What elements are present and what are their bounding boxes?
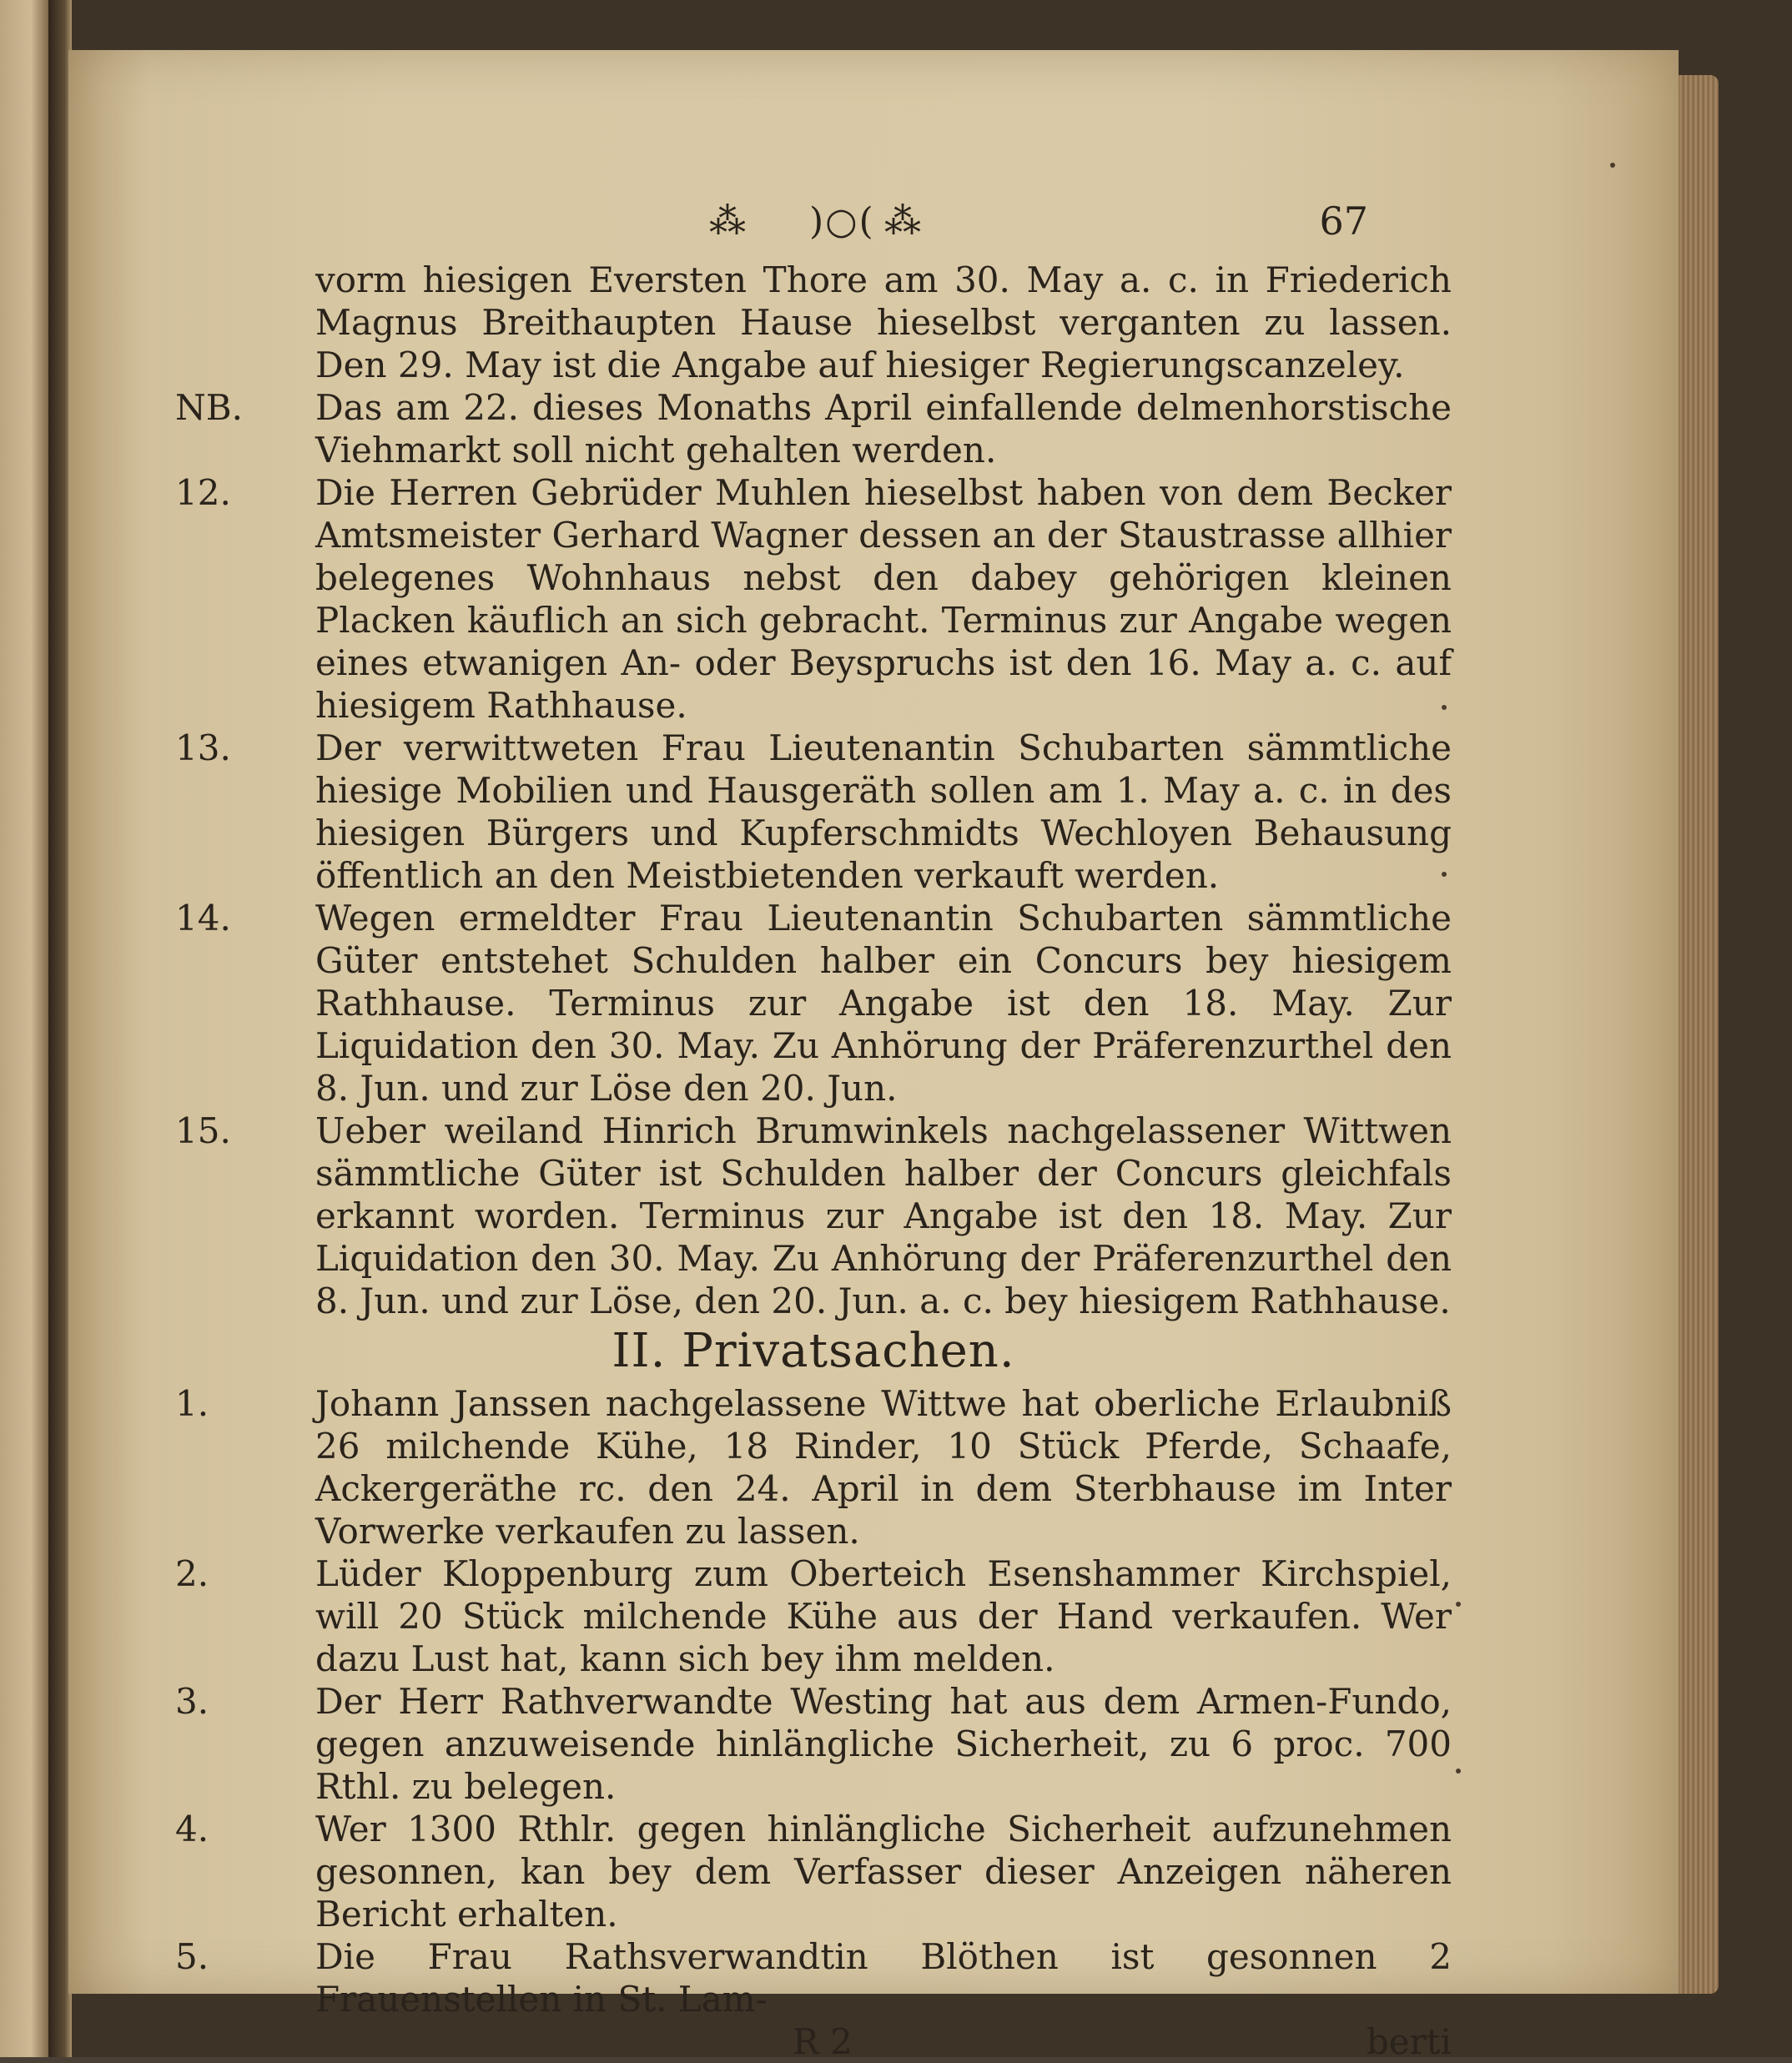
entry-number: 12. — [175, 472, 231, 513]
entry-number: 3. — [175, 1681, 209, 1722]
entry-text: Wer 1300 Rthlr. gegen hinlängliche Sicherheit aufzunehmen gesonnen, kan bey dem Verfasser dieser Anzeigen näheren Bericht erhalten. — [315, 1809, 1452, 1935]
entry-text: Das am 22. dieses Monaths April einfallende delmenhorstische Viehmarkt soll nicht gehalten werden. — [315, 387, 1452, 470]
entry-continuation: vorm hiesigen Eversten Thore am 30. May a. c. in Friederich Magnus Breithaupten Hause hieselbst verganten zu lassen. Den 29. May ist die Angabe auf hiesiger Regierungscanzeley. — [315, 259, 1452, 385]
entry-number: 15. — [175, 1110, 231, 1151]
private-entry-3 — [175, 1680, 1452, 1808]
entry-text: Lüder Kloppenburg zum Oberteich Esenshammer Kirchspiel, will 20 Stück milchende Kühe aus der Hand verkaufen. Wer dazu Lust hat, kann sich bey ihm melden. — [315, 1553, 1452, 1679]
header-marker: )○( — [809, 200, 875, 243]
ornament-left-icon: ⁂ — [709, 200, 748, 243]
margin-mark — [1456, 1602, 1461, 1607]
entry-nb — [175, 386, 1452, 471]
private-entry-2 — [175, 1552, 1452, 1680]
entry-number: 4. — [175, 1809, 209, 1849]
entry-text: Der verwittweten Frau Lieutenantin Schubarten sämmtliche hiesige Mobilien und Hausgeräth sollen am 1. May a. c. in des hiesigen Bürgers und Kupferschmidts Wechloyen Behausung öffentlich an den Meistbietenden verkauft werden. — [315, 727, 1452, 896]
entry-text: Ueber weiland Hinrich Brumwinkels nachgelassener Wittwen sämmtliche Güter ist Schulden halber der Concurs gleichfals erkannt worden. Terminus zur Angabe ist den 18. May. Zur Liquidation den 30. May. Zu Anhörung der Präferenzurthel den 8. Jun. und zur Löse, den 20. Jun. a. c. bey hiesigem Rathhause. — [315, 1110, 1452, 1321]
margin-mark — [1610, 163, 1615, 168]
entry-14 — [175, 897, 1452, 1109]
entry-text: Die Herren Gebrüder Muhlen hieselbst haben von dem Becker Amtsmeister Gerhard Wagner dessen an der Staustrasse allhier belegenes Wohnhaus nebst den dabey gehörigen kleinen Placken käuflich an sich gebracht. Terminus zur Angabe wegen eines etwanigen An- oder Beyspruchs ist den 16. May a. c. auf hiesigem Rathhause. — [315, 472, 1452, 726]
section-title: II. Privatsachen. — [612, 1324, 1015, 1378]
catchword: berti — [1366, 2021, 1452, 2062]
private-entry-1 — [175, 1382, 1452, 1552]
entry-text: Der Herr Rathverwandte Westing hat aus dem Armen-Fundo, gegen anzuweisende hinlängliche Sicherheit, zu 6 proc. 700 Rthl. zu belegen. — [315, 1681, 1452, 1807]
running-header — [175, 200, 1452, 250]
entry-number: 13. — [175, 727, 231, 768]
page-text — [175, 200, 1452, 2063]
entry-number: 5. — [175, 1936, 209, 1977]
page-number: 67 — [1319, 199, 1368, 244]
entry-12 — [175, 471, 1452, 727]
entry-15 — [175, 1109, 1452, 1322]
entry-text: Johann Janssen nachgelassene Wittwe hat oberliche Erlaubniß 26 milchende Kühe, 18 Rinder, 10 Stück Pferde, Schaafe, Ackergeräthe rc. den 24. April in dem Sterbhause im Inter Vorwerke verkaufen zu lassen. — [315, 1383, 1452, 1552]
signature-mark: R 2 — [793, 2021, 853, 2062]
ornament-right-icon: ⁂ — [884, 200, 923, 243]
entry-number: 14. — [175, 898, 231, 938]
entry-number: NB. — [175, 387, 243, 428]
entry-13 — [175, 727, 1452, 897]
entry-number: 1. — [175, 1383, 209, 1424]
entry-text: Die Frau Rathsverwandtin Blöthen ist gesonnen 2 Frauenstellen in St. Lam- — [315, 1936, 1452, 2020]
entry-number: 2. — [175, 1553, 209, 1594]
private-entry-5 — [175, 1935, 1452, 2020]
private-entry-4 — [175, 1808, 1452, 1935]
margin-mark — [1456, 1769, 1461, 1774]
page-footer — [175, 2020, 1452, 2063]
entry-text: Wegen ermeldter Frau Lieutenantin Schubarten sämmtliche Güter entstehet Schulden halber ein Concurs bey hiesigem Rathhause. Terminus zur Angabe ist den 18. May. Zur Liquidation den 30. May. Zu Anhörung der Präferenzurthel den 8. Jun. und zur Löse den 20. Jun. — [315, 898, 1452, 1109]
left-page-edge — [0, 0, 52, 2057]
